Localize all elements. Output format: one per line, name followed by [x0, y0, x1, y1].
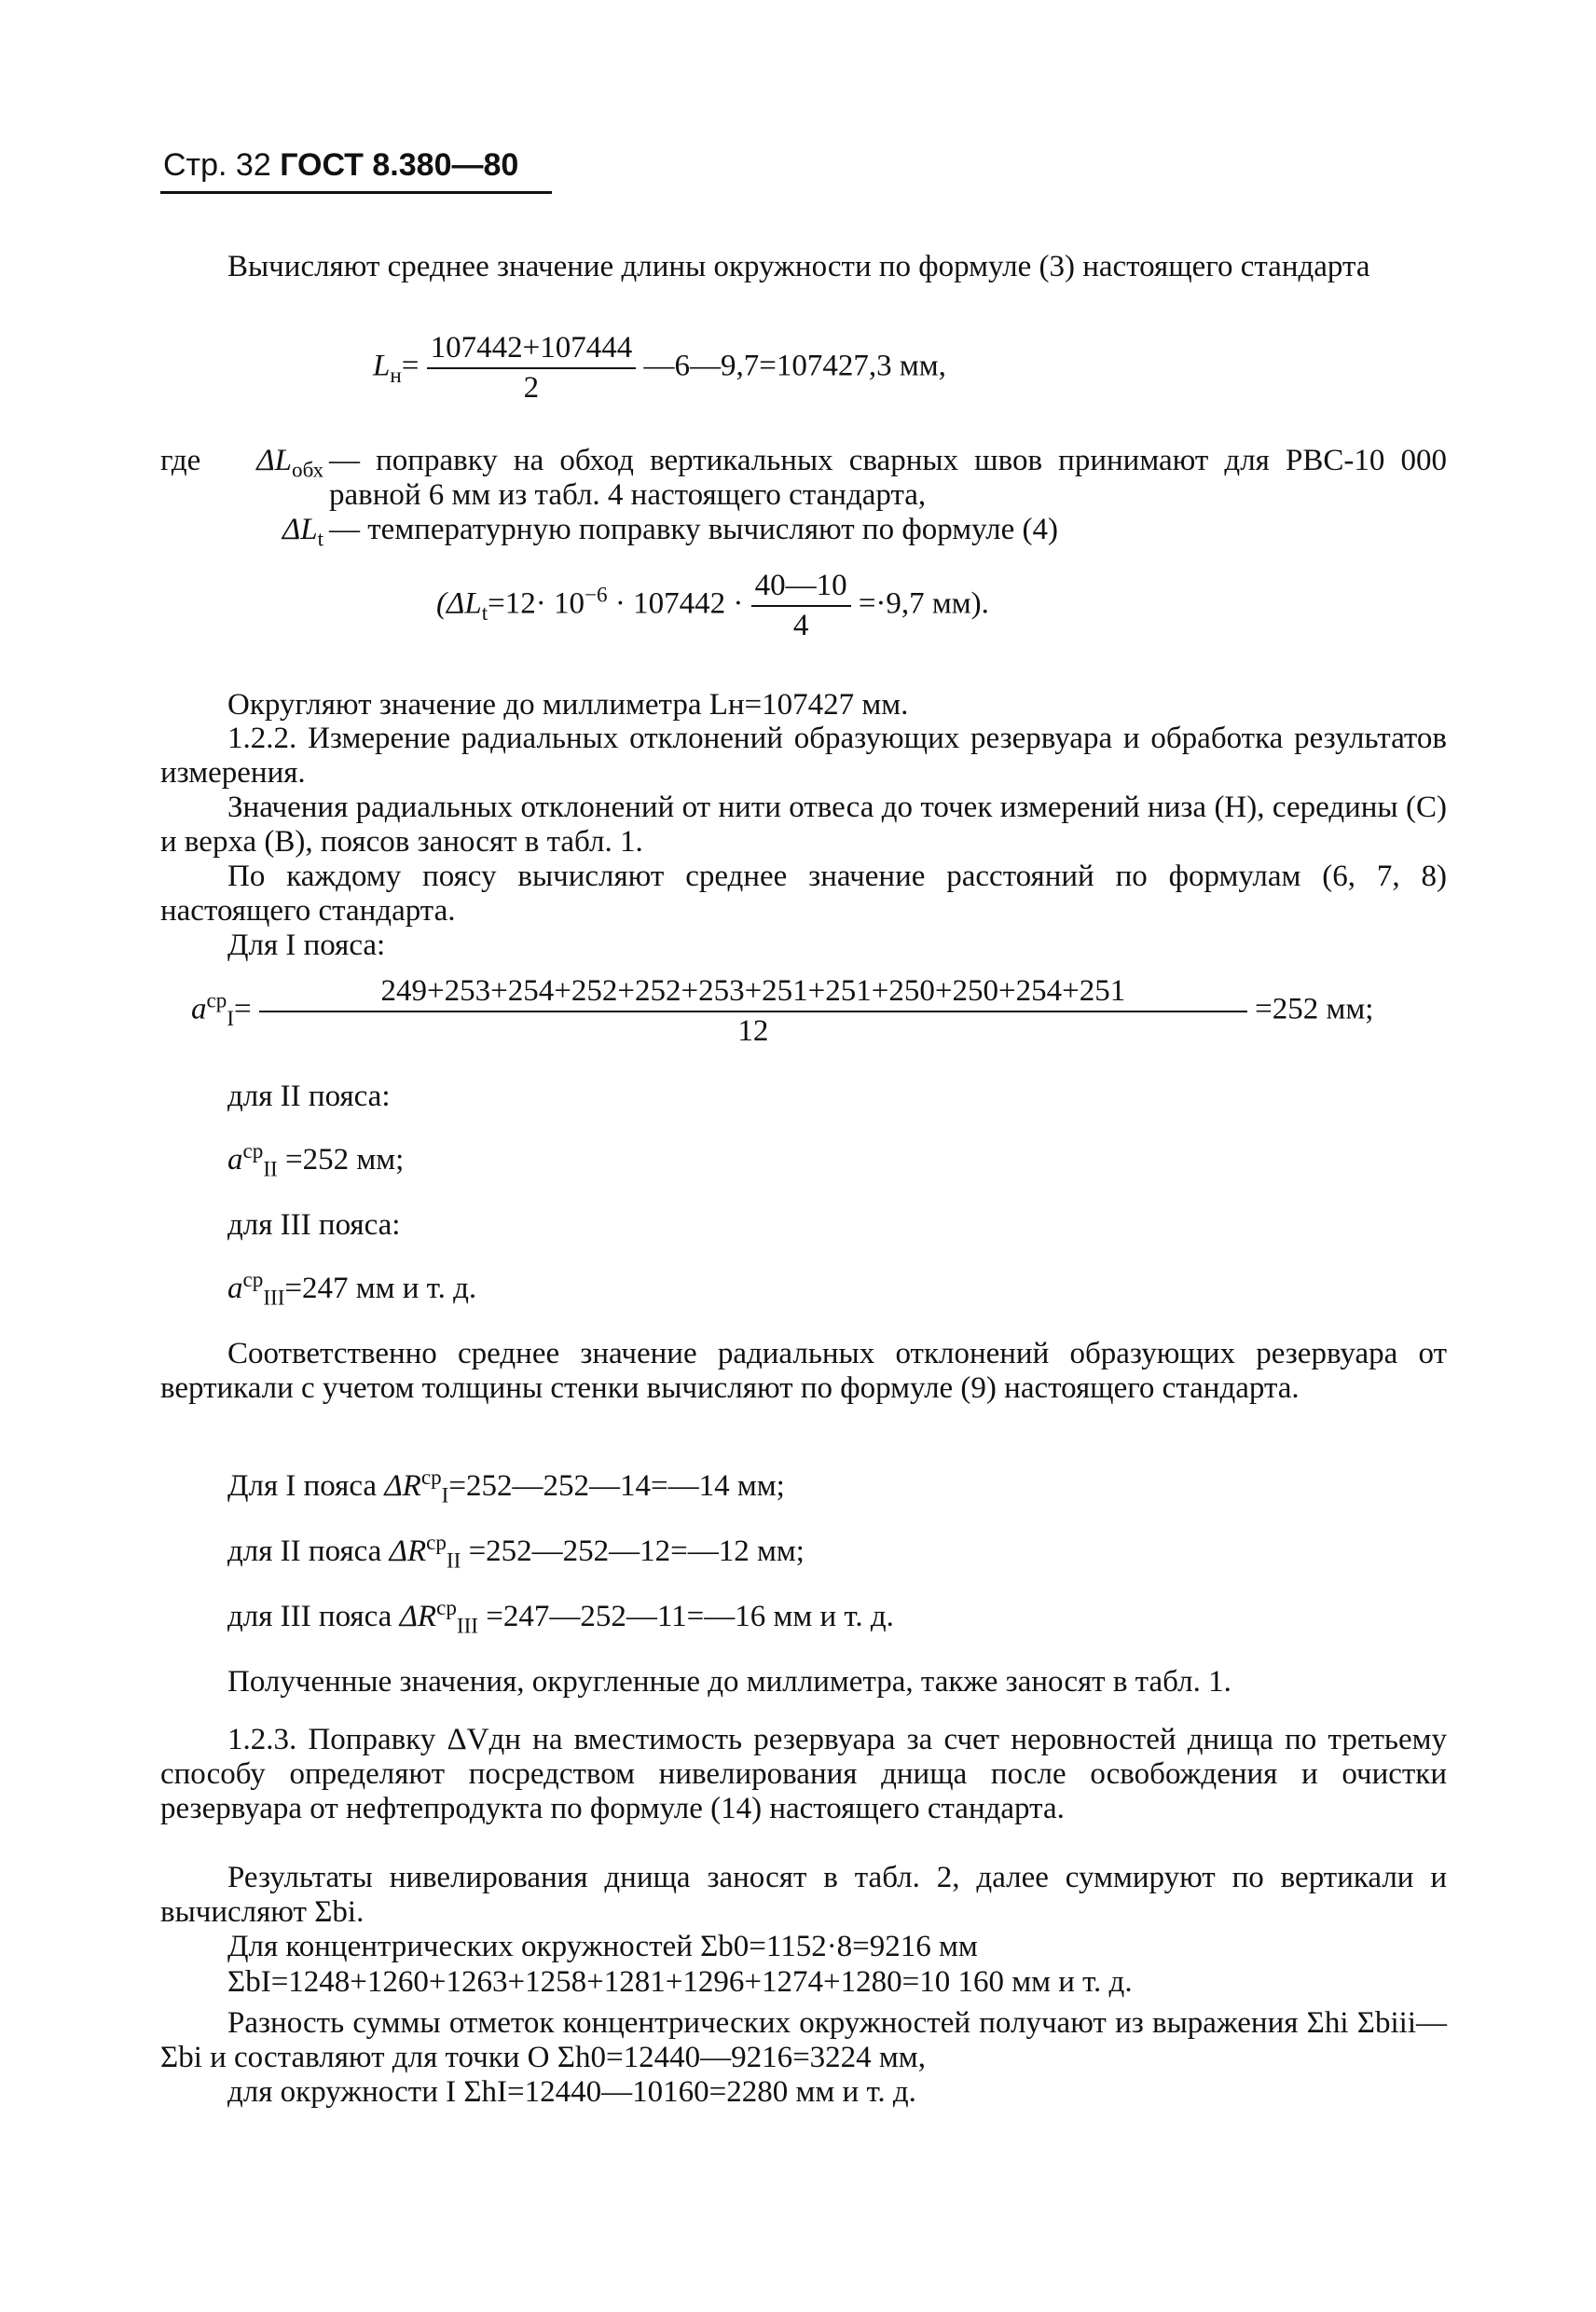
belt-1-label: Для I пояса: — [227, 929, 386, 962]
formula-delta-lt: ($\Delta L_t=12\cdot 10^{-6} \cdot 107442$ · $\frac{40—10}{4}$ =·9,7 мм). — [436, 569, 989, 642]
paragraph-sum-bI: ΣbI=1248+1260+1263+1258+1281+1296+1274+1280=10 160 мм и т. д. — [227, 1965, 1133, 1999]
paragraph-1-2-3: 1.2.3. Поправку ΔVдн на вместимость резервуара за счет неровностей днища по третьему способу определяют посредством нивелирования днища после освобождения и очистки резервуара от нефтепродукта по формуле (14) настоящего стандарта. — [160, 1723, 1447, 1825]
paragraph-mean-length: Вычисляют среднее значение длины окружности по формуле (3) настоящего стандарта — [227, 250, 1370, 283]
paragraph-difference: Разность суммы отметок концентрических окружностей получают из выражения Σhi Σbiii—Σbi и составляют для точки О Σh0=12440—9216=3224 мм, — [160, 2006, 1447, 2074]
paragraph-round: Округляют значение до миллиметра Lн=107427 мм. — [227, 688, 909, 722]
page-header — [163, 147, 518, 183]
def-symbol-2: $\Delta L_t$ — [282, 512, 323, 551]
definitions: где $\Delta L_{обх}$ — поправку на обход вертикальных сварных швов принимают для РВС-10 000 равной 6 мм из табл. 4 настоящего стандарта, $\Delta L_t$ — температурную поправку вычисляют по формуле (4) — [160, 444, 1447, 551]
paragraph-sum-hI: для окружности I ΣhI=12440—10160=2280 мм и т. д. — [227, 2075, 916, 2109]
paragraph-1-2-2-values: Значения радиальных отклонений от нити отвеса до точек измерений низа (Н), середины (С) и верха (В), поясов заносят в табл. 1. — [160, 791, 1447, 859]
formula-dr3: для III пояса $\Delta R^{ср}_{III}$ =247—252—11=—16 мм и т. д. — [227, 1595, 894, 1638]
paragraph-1-2-2-mean: По каждому поясу вычисляют среднее значение расстояний по формулам (6, 7, 8) настоящего стандарта. — [160, 860, 1447, 928]
formula-a2: $a^{ср}_{II} =252$ мм; — [227, 1138, 405, 1181]
formula-delta-lt-fraction: $\frac{40—10}{4}$ — [751, 569, 851, 643]
paragraph-1-2-2-title: 1.2.2. Измерение радиальных отклонений образующих резервуара и обработка результатов измерения. — [160, 722, 1447, 790]
formula-a3: $a^{ср}_{III}=247$ мм и т. д. — [227, 1267, 477, 1310]
def-symbol-1: $\Delta L_{обх}$ — [256, 444, 323, 482]
page-number: Стр. 32 — [163, 147, 271, 183]
paragraph-mean-radial: Соответственно среднее значение радиальных отклонений образующих резервуара от вертикали с учетом толщины стенки вычисляют по формуле (9) настоящего стандарта. — [160, 1337, 1447, 1405]
paragraph-sum-b0: Для концентрических окружностей Σb0=1152·8=9216 мм — [227, 1930, 978, 1963]
belt-2-label: для II пояса: — [227, 1080, 391, 1113]
header-rule — [160, 191, 552, 194]
paragraph-leveling: Результаты нивелирования днища заносят в табл. 2, далее суммируют по вертикали и вычисляют Σbi. — [160, 1861, 1447, 1929]
formula-dr2: для II пояса $\Delta R^{ср}_{II}$ =252—252—12=—12 мм; — [227, 1530, 805, 1573]
def-text-1: — поправку на обход вертикальных сварных швов принимают для РВС-10 000 равной 6 мм из табл. 4 настоящего стандарта, — [329, 444, 1447, 512]
standard-number: ГОСТ 8.380—80 — [280, 147, 519, 183]
def-text-2: — температурную поправку вычисляют по формуле (4) — [329, 512, 1058, 546]
formula-ln: $L_н=$ $\frac{107442+107444}{2}$ —6—9,7=107427,3 мм, — [373, 331, 946, 405]
belt-3-label: для III пояса: — [227, 1208, 401, 1242]
formula-ln-fraction: $\frac{107442+107444}{2}$ — [427, 331, 637, 406]
formula-a1: $a^{ср}_I=$ $\frac{249+253+254+252+252+253+251+251+250+250+254+251}{12}$ =252 мм; — [191, 974, 1374, 1048]
paragraph-rounded-values: Полученные значения, округленные до миллиметра, также заносят в табл. 1. — [227, 1665, 1231, 1699]
formula-a1-fraction: $\frac{249+253+254+252+252+253+251+251+250+250+254+251}{12}$ — [259, 974, 1247, 1049]
formula-dr1: Для I пояса $\Delta R^{ср}_I=252—252—14=—14$ мм; — [227, 1465, 785, 1507]
